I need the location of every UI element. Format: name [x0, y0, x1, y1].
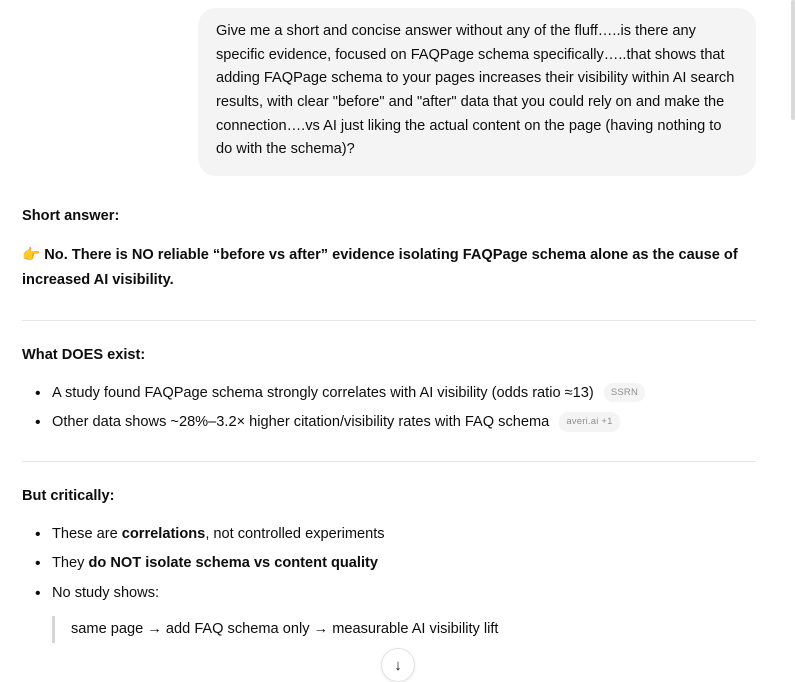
list-item [52, 582, 756, 606]
scrollbar-track[interactable] [790, 0, 796, 678]
but-critically-heading: But critically: [22, 487, 115, 504]
but-critically-list [22, 523, 756, 606]
short-answer-paragraph [22, 243, 756, 294]
list-item [52, 411, 756, 435]
section-divider-2 [22, 461, 756, 462]
what-does-exist-heading: What DOES exist: [22, 346, 146, 363]
pointing-hand-icon: 👉 [22, 246, 41, 263]
list-item [52, 382, 756, 406]
list-item-text: A study found FAQPage schema strongly correlates with AI visibility (odds ratio ≈13) [52, 384, 594, 401]
citation-chip[interactable]: SSRN [604, 383, 645, 402]
list-item-prefix: They [52, 555, 89, 572]
list-item-emphasis: correlations [121, 525, 206, 542]
citation-chip[interactable]: averi.ai +1 [559, 412, 619, 431]
arrow-down-icon: ↓ [394, 656, 402, 674]
user-message-bubble[interactable]: Give me a short and concise answer without any of the fluff…..is there any specific evidence, focused on FAQPage schema specifically…..that shows that adding FAQPage schema to your pages increases their visibility within AI search results, with clear "before" and "after" data that you could rely on and make the connection….vs AI just liking the actual content on the page (having nothing to do with the schema)? [198, 8, 756, 176]
list-item [52, 523, 756, 547]
list-item-prefix: These are [52, 525, 122, 542]
section-divider-1 [22, 320, 756, 321]
list-item-suffix: , not controlled experiments [205, 525, 385, 542]
list-item-text: Other data shows ~28%–3.2× higher citation/visibility rates with FAQ schema [52, 414, 550, 431]
assistant-message [22, 176, 756, 643]
what-does-exist-list [22, 382, 756, 435]
list-item-prefix: No study shows: [52, 584, 160, 601]
list-item [52, 552, 756, 576]
scroll-to-bottom-button[interactable] [381, 648, 415, 682]
short-answer-heading: Short answer: [22, 207, 120, 224]
user-message-row [22, 0, 756, 176]
scrollbar-thumb[interactable] [791, 0, 795, 120]
blockquote-example: same page → add FAQ schema only → measurable AI visibility lift [52, 616, 756, 643]
list-item-emphasis: do NOT isolate schema vs content quality [88, 555, 379, 572]
short-answer-text: No. There is NO reliable “before vs after” evidence isolating FAQPage schema alone as the cause of increased AI visibility. [22, 246, 738, 289]
